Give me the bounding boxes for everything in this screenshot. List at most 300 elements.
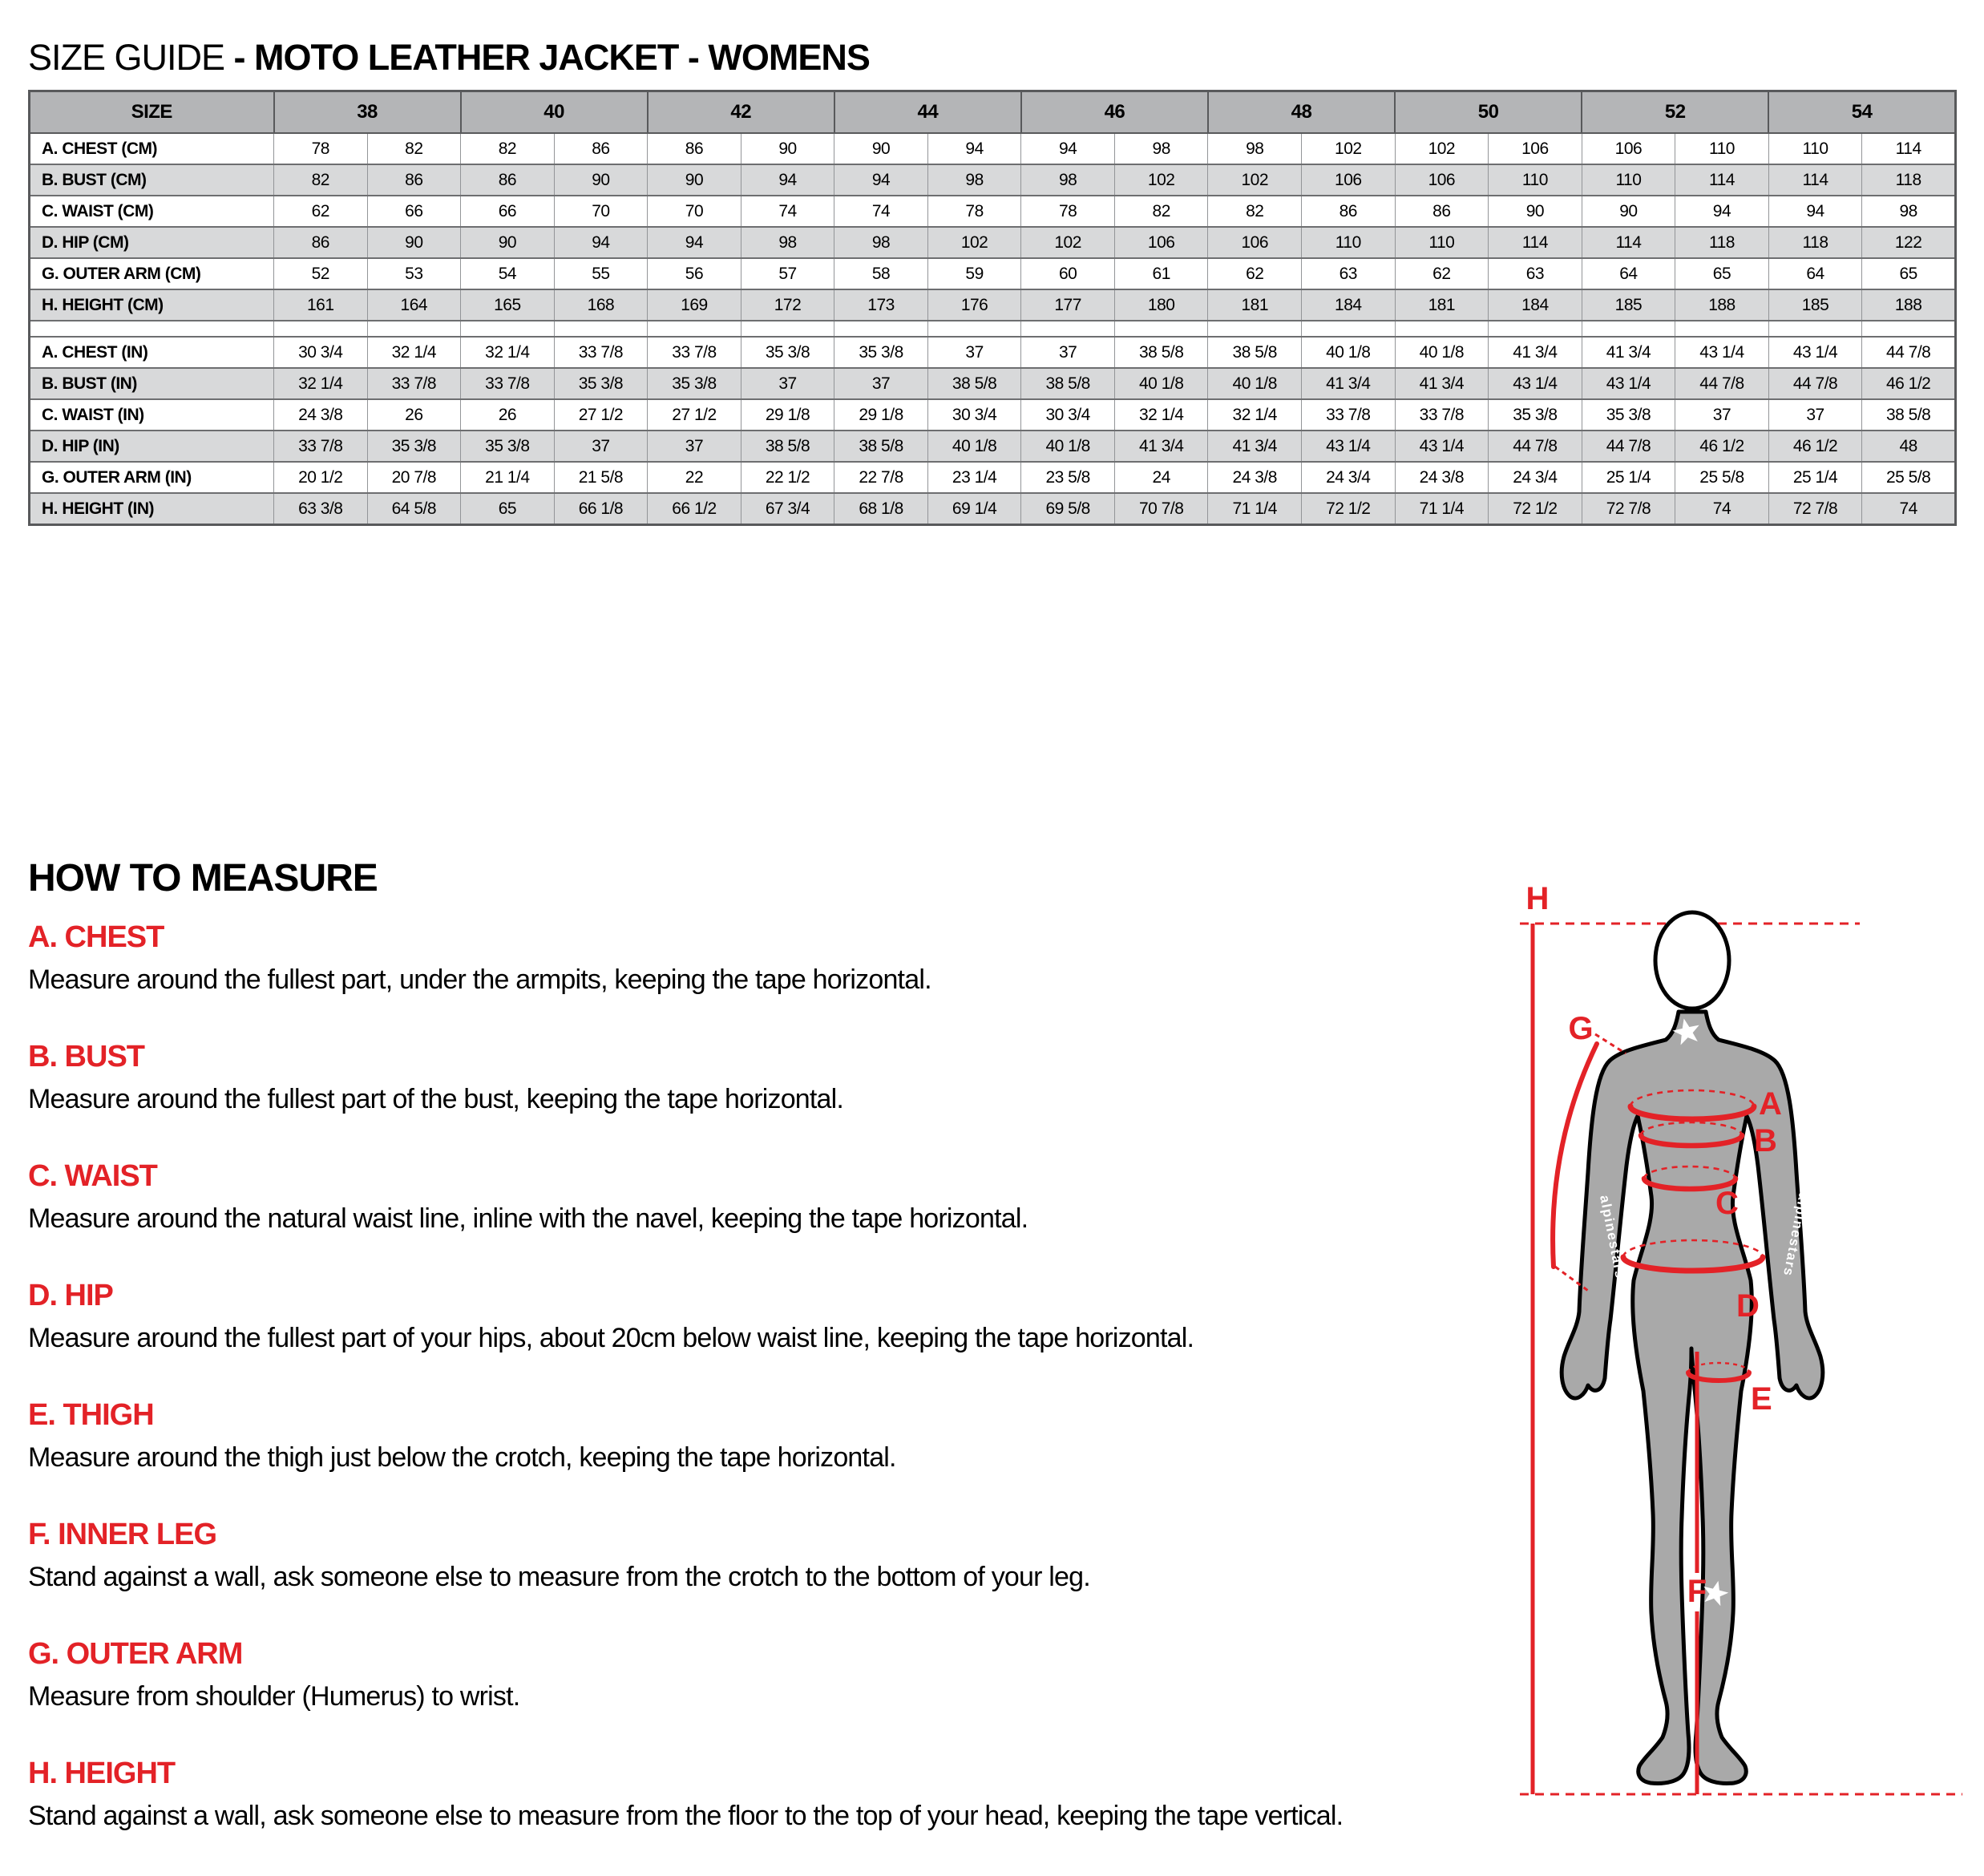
size-table-cell: 110 — [1582, 164, 1675, 196]
alpinestars-arm-text-left: alpinestars — [1597, 1194, 1629, 1281]
size-table-header-size-42: 42 — [648, 91, 834, 134]
size-table-row-label: A. CHEST (IN) — [30, 337, 274, 368]
size-table-row — [30, 368, 1956, 399]
size-table-separator-cell — [741, 321, 834, 337]
size-table-row — [30, 462, 1956, 493]
size-table-cell: 114 — [1768, 164, 1862, 196]
measure-section-c-waist — [28, 1159, 1495, 1236]
size-table-separator-cell — [1395, 321, 1489, 337]
size-table-separator-cell — [1675, 321, 1769, 337]
size-table-separator-cell — [30, 321, 274, 337]
size-table-cell: 38 5/8 — [834, 431, 928, 462]
size-table-row — [30, 493, 1956, 525]
measure-section-heading-f-inner-leg: F. INNER LEG — [28, 1518, 217, 1551]
size-table-cell: 26 — [461, 399, 555, 431]
size-table-cell: 41 3/4 — [1114, 431, 1208, 462]
size-table-cell: 22 1/2 — [741, 462, 834, 493]
size-table-cell: 118 — [1675, 227, 1769, 258]
size-table — [28, 90, 1957, 526]
size-table-separator-cell — [1208, 321, 1302, 337]
size-table-cell: 44 7/8 — [1768, 368, 1862, 399]
size-table-cell: 106 — [1582, 133, 1675, 164]
size-table-cell: 62 — [1395, 258, 1489, 289]
size-table-cell: 68 1/8 — [834, 493, 928, 525]
size-table-row — [30, 227, 1956, 258]
size-table-cell: 70 — [648, 196, 741, 227]
size-table-cell: 23 5/8 — [1021, 462, 1115, 493]
size-table-separator-cell — [1582, 321, 1675, 337]
measure-section-b-bust — [28, 1040, 1495, 1117]
size-table-cell: 46 1/2 — [1675, 431, 1769, 462]
size-table-cell: 32 1/4 — [1208, 399, 1302, 431]
size-table-cell: 20 1/2 — [274, 462, 368, 493]
size-table-cell: 40 1/8 — [1114, 368, 1208, 399]
size-table-cell: 24 3/8 — [1395, 462, 1489, 493]
size-table-row-label: C. WAIST (CM) — [30, 196, 274, 227]
size-table-cell: 56 — [648, 258, 741, 289]
size-table-cell: 32 1/4 — [1114, 399, 1208, 431]
size-table-cell: 32 1/4 — [274, 368, 368, 399]
size-table-cell: 102 — [927, 227, 1021, 258]
size-table-cell: 24 3/8 — [1208, 462, 1302, 493]
size-table-cell: 82 — [461, 133, 555, 164]
size-table-cell: 185 — [1582, 289, 1675, 321]
size-table-cell: 25 5/8 — [1675, 462, 1769, 493]
size-table-header-size-52: 52 — [1582, 91, 1768, 134]
size-table-separator-cell — [461, 321, 555, 337]
size-table-body — [30, 133, 1956, 525]
measure-section-text-b-bust: Measure around the fullest part of the bust, keeping the tape horizontal. — [28, 1084, 844, 1114]
size-table-row-label: B. BUST (CM) — [30, 164, 274, 196]
size-table-cell: 30 3/4 — [274, 337, 368, 368]
size-table-cell: 98 — [1114, 133, 1208, 164]
size-table-cell: 114 — [1675, 164, 1769, 196]
size-table-cell: 94 — [554, 227, 648, 258]
page-title — [28, 37, 870, 79]
size-table-cell: 181 — [1208, 289, 1302, 321]
measure-section-d-hip — [28, 1279, 1495, 1356]
measure-section-text-a-chest: Measure around the fullest part, under the armpits, keeping the tape horizontal. — [28, 964, 931, 995]
alpinestars-arm-text-right: alpinestars — [1780, 1191, 1812, 1279]
size-table-cell: 165 — [461, 289, 555, 321]
size-table-cell: 90 — [1582, 196, 1675, 227]
size-table-cell: 25 1/4 — [1582, 462, 1675, 493]
size-table-separator-row — [30, 321, 1956, 337]
size-table-cell: 26 — [367, 399, 461, 431]
size-table-cell: 72 7/8 — [1768, 493, 1862, 525]
size-table-cell: 43 1/4 — [1489, 368, 1582, 399]
size-table-cell: 52 — [274, 258, 368, 289]
size-table-cell: 74 — [1862, 493, 1956, 525]
size-table-cell: 102 — [1395, 133, 1489, 164]
measure-section-heading-c-waist: C. WAIST — [28, 1159, 157, 1193]
size-table-cell: 66 — [461, 196, 555, 227]
size-table-row-label: B. BUST (IN) — [30, 368, 274, 399]
size-table-row-label: A. CHEST (CM) — [30, 133, 274, 164]
size-table-header-size-44: 44 — [834, 91, 1021, 134]
size-table-cell: 38 5/8 — [927, 368, 1021, 399]
size-table-cell: 37 — [1768, 399, 1862, 431]
size-table-cell: 110 — [1302, 227, 1396, 258]
size-table-cell: 37 — [741, 368, 834, 399]
size-table-cell: 86 — [1302, 196, 1396, 227]
head-outline — [1655, 912, 1729, 1009]
size-table-cell: 86 — [367, 164, 461, 196]
size-table-cell: 53 — [367, 258, 461, 289]
size-table-cell: 54 — [461, 258, 555, 289]
size-table-cell: 40 1/8 — [1302, 337, 1396, 368]
size-table-cell: 35 3/8 — [1582, 399, 1675, 431]
size-table-cell: 74 — [741, 196, 834, 227]
size-table-cell: 67 3/4 — [741, 493, 834, 525]
size-table-cell: 169 — [648, 289, 741, 321]
measure-section-text-d-hip: Measure around the fullest part of your hips, about 20cm below waist line, keeping the tape horizontal. — [28, 1323, 1194, 1353]
size-table-cell: 33 7/8 — [648, 337, 741, 368]
size-table-cell: 30 3/4 — [1021, 399, 1115, 431]
size-table-cell: 102 — [1302, 133, 1396, 164]
size-table-cell: 94 — [834, 164, 928, 196]
size-table-cell: 106 — [1395, 164, 1489, 196]
size-table-cell: 164 — [367, 289, 461, 321]
size-table-cell: 44 7/8 — [1675, 368, 1769, 399]
size-table-cell: 40 1/8 — [1021, 431, 1115, 462]
size-table-cell: 94 — [648, 227, 741, 258]
size-table-cell: 98 — [741, 227, 834, 258]
size-table-cell: 71 1/4 — [1395, 493, 1489, 525]
size-table-cell: 90 — [367, 227, 461, 258]
size-table-cell: 41 3/4 — [1395, 368, 1489, 399]
size-table-cell: 106 — [1302, 164, 1396, 196]
size-table-row-label: H. HEIGHT (CM) — [30, 289, 274, 321]
size-table-cell: 59 — [927, 258, 1021, 289]
size-table-cell: 60 — [1021, 258, 1115, 289]
size-table-cell: 46 1/2 — [1862, 368, 1956, 399]
size-table-cell: 94 — [1021, 133, 1115, 164]
size-table-cell: 33 7/8 — [274, 431, 368, 462]
size-table-cell: 185 — [1768, 289, 1862, 321]
size-table-row — [30, 164, 1956, 196]
size-table-cell: 64 — [1768, 258, 1862, 289]
size-table-header-size-40: 40 — [461, 91, 648, 134]
size-table-cell: 58 — [834, 258, 928, 289]
size-table-cell: 38 5/8 — [1021, 368, 1115, 399]
size-table-cell: 43 1/4 — [1302, 431, 1396, 462]
size-table-cell: 48 — [1862, 431, 1956, 462]
size-table-cell: 172 — [741, 289, 834, 321]
measure-section-heading-g-outer-arm: G. OUTER ARM — [28, 1637, 243, 1671]
size-table-cell: 90 — [648, 164, 741, 196]
size-table-cell: 63 — [1302, 258, 1396, 289]
size-table-cell: 41 3/4 — [1582, 337, 1675, 368]
size-table-separator-cell — [367, 321, 461, 337]
size-table-row — [30, 431, 1956, 462]
size-table-cell: 41 3/4 — [1208, 431, 1302, 462]
size-table-cell: 106 — [1489, 133, 1582, 164]
size-table-cell: 38 5/8 — [1862, 399, 1956, 431]
size-table-row — [30, 337, 1956, 368]
size-table-cell: 110 — [1675, 133, 1769, 164]
size-table-cell: 33 7/8 — [367, 368, 461, 399]
size-table-cell: 29 1/8 — [834, 399, 928, 431]
size-table-cell: 86 — [461, 164, 555, 196]
size-table-cell: 90 — [461, 227, 555, 258]
size-table-cell: 94 — [741, 164, 834, 196]
size-table-cell: 64 5/8 — [367, 493, 461, 525]
size-table-row-label: C. WAIST (IN) — [30, 399, 274, 431]
size-table-cell: 94 — [1675, 196, 1769, 227]
size-table-cell: 74 — [1675, 493, 1769, 525]
size-table-header-size-50: 50 — [1395, 91, 1582, 134]
size-table-cell: 30 3/4 — [927, 399, 1021, 431]
size-table-cell: 41 3/4 — [1489, 337, 1582, 368]
size-table-row-label: G. OUTER ARM (IN) — [30, 462, 274, 493]
size-table-cell: 86 — [648, 133, 741, 164]
size-table-cell: 40 1/8 — [927, 431, 1021, 462]
size-table-cell: 35 3/8 — [461, 431, 555, 462]
size-table-cell: 86 — [274, 227, 368, 258]
size-table-cell: 82 — [274, 164, 368, 196]
size-table-cell: 37 — [927, 337, 1021, 368]
diagram-label-height: H — [1525, 881, 1550, 916]
size-table-cell: 82 — [1114, 196, 1208, 227]
size-table-cell: 23 1/4 — [927, 462, 1021, 493]
measure-section-h-height — [28, 1757, 1495, 1834]
size-table-row-label: H. HEIGHT (IN) — [30, 493, 274, 525]
size-table-cell: 70 — [554, 196, 648, 227]
size-table-cell: 21 5/8 — [554, 462, 648, 493]
size-table-cell: 72 1/2 — [1489, 493, 1582, 525]
size-table-cell: 94 — [1768, 196, 1862, 227]
size-table-cell: 22 7/8 — [834, 462, 928, 493]
measure-section-g-outer-arm — [28, 1637, 1495, 1714]
body-diagram-svg — [1513, 874, 1984, 1812]
size-table-cell: 102 — [1114, 164, 1208, 196]
size-table-cell: 33 7/8 — [1395, 399, 1489, 431]
measure-section-heading-a-chest: A. CHEST — [28, 920, 164, 954]
size-table-cell: 71 1/4 — [1208, 493, 1302, 525]
size-table-cell: 44 7/8 — [1489, 431, 1582, 462]
size-table-cell: 86 — [1395, 196, 1489, 227]
size-table-row-label: D. HIP (CM) — [30, 227, 274, 258]
size-table-cell: 70 7/8 — [1114, 493, 1208, 525]
size-table-separator-cell — [648, 321, 741, 337]
size-table-cell: 69 5/8 — [1021, 493, 1115, 525]
size-table-cell: 176 — [927, 289, 1021, 321]
size-table-cell: 35 3/8 — [554, 368, 648, 399]
size-table-cell: 90 — [834, 133, 928, 164]
size-table-cell: 74 — [834, 196, 928, 227]
measure-section-heading-e-thigh: E. THIGH — [28, 1398, 154, 1432]
size-table-separator-cell — [1302, 321, 1396, 337]
diagram-label-outer-arm: G — [1568, 1011, 1594, 1046]
size-table-row — [30, 399, 1956, 431]
diagram-label-hip: D — [1736, 1288, 1760, 1324]
size-table-cell: 38 5/8 — [1114, 337, 1208, 368]
size-table-cell: 181 — [1395, 289, 1489, 321]
size-table-cell: 118 — [1862, 164, 1956, 196]
size-table-cell: 65 — [1675, 258, 1769, 289]
body-silhouette — [1562, 1012, 1823, 1783]
measure-sections — [28, 920, 1495, 1876]
size-table-cell: 188 — [1862, 289, 1956, 321]
measure-section-heading-d-hip: D. HIP — [28, 1279, 113, 1312]
size-table-cell: 64 — [1582, 258, 1675, 289]
size-table-cell: 37 — [554, 431, 648, 462]
size-table-header-size-46: 46 — [1021, 91, 1208, 134]
page-title-emphasis: - MOTO LEATHER JACKET - WOMENS — [233, 37, 870, 78]
measure-section-text-h-height: Stand against a wall, ask someone else to measure from the floor to the top of your head, keeping the tape vertical. — [28, 1801, 1344, 1831]
size-table-separator-cell — [1489, 321, 1582, 337]
size-table-cell: 32 1/4 — [367, 337, 461, 368]
size-table-cell: 43 1/4 — [1768, 337, 1862, 368]
size-table-cell: 22 — [648, 462, 741, 493]
size-table-cell: 38 5/8 — [741, 431, 834, 462]
size-table-cell: 168 — [554, 289, 648, 321]
body-measurement-diagram — [1513, 874, 1984, 1812]
size-table-cell: 78 — [274, 133, 368, 164]
size-table-cell: 44 7/8 — [1862, 337, 1956, 368]
size-table-cell: 114 — [1489, 227, 1582, 258]
size-table-cell: 41 3/4 — [1302, 368, 1396, 399]
size-table-cell: 37 — [1021, 337, 1115, 368]
measure-section-heading-h-height: H. HEIGHT — [28, 1757, 176, 1790]
size-table-cell: 20 7/8 — [367, 462, 461, 493]
size-table-cell: 110 — [1395, 227, 1489, 258]
size-table-separator-cell — [1768, 321, 1862, 337]
size-table-cell: 94 — [927, 133, 1021, 164]
size-table-separator-cell — [274, 321, 368, 337]
size-table-cell: 86 — [554, 133, 648, 164]
size-table-cell: 27 1/2 — [648, 399, 741, 431]
size-table-cell: 62 — [274, 196, 368, 227]
size-table-cell: 37 — [648, 431, 741, 462]
size-table-cell: 24 — [1114, 462, 1208, 493]
size-table-cell: 63 — [1489, 258, 1582, 289]
size-table-cell: 110 — [1489, 164, 1582, 196]
size-table-cell: 106 — [1208, 227, 1302, 258]
measure-section-text-e-thigh: Measure around the thigh just below the crotch, keeping the tape horizontal. — [28, 1442, 896, 1473]
size-table-cell: 98 — [1021, 164, 1115, 196]
how-to-measure-heading: HOW TO MEASURE — [28, 857, 378, 900]
size-table-separator-cell — [554, 321, 648, 337]
size-table-cell: 98 — [834, 227, 928, 258]
size-table-row — [30, 196, 1956, 227]
size-table-cell: 25 5/8 — [1862, 462, 1956, 493]
size-table-cell: 106 — [1114, 227, 1208, 258]
size-table-cell: 55 — [554, 258, 648, 289]
size-table-cell: 98 — [1208, 133, 1302, 164]
size-table-cell: 78 — [927, 196, 1021, 227]
size-table-cell: 65 — [461, 493, 555, 525]
size-table-cell: 177 — [1021, 289, 1115, 321]
measure-section-text-c-waist: Measure around the natural waist line, inline with the navel, keeping the tape horizontal. — [28, 1203, 1028, 1234]
size-table-cell: 40 1/8 — [1395, 337, 1489, 368]
size-table-cell: 82 — [1208, 196, 1302, 227]
size-table-cell: 35 3/8 — [834, 337, 928, 368]
measure-section-heading-b-bust: B. BUST — [28, 1040, 144, 1073]
size-table-cell: 98 — [1862, 196, 1956, 227]
size-table-cell: 98 — [927, 164, 1021, 196]
size-table-header-size-54: 54 — [1768, 91, 1955, 134]
size-table-cell: 38 5/8 — [1208, 337, 1302, 368]
size-table-cell: 35 3/8 — [1489, 399, 1582, 431]
size-table-cell: 62 — [1208, 258, 1302, 289]
measure-section-e-thigh — [28, 1398, 1495, 1475]
size-table-cell: 33 7/8 — [554, 337, 648, 368]
size-table-cell: 35 3/8 — [648, 368, 741, 399]
size-table-cell: 33 7/8 — [461, 368, 555, 399]
size-table-separator-cell — [1862, 321, 1956, 337]
size-table-cell: 24 3/4 — [1302, 462, 1396, 493]
size-table-cell: 37 — [834, 368, 928, 399]
measure-section-a-chest — [28, 920, 1495, 997]
size-table-cell: 66 1/2 — [648, 493, 741, 525]
size-table-row — [30, 289, 1956, 321]
outer-arm-dash-top — [1595, 1034, 1626, 1053]
size-table-cell: 72 7/8 — [1582, 493, 1675, 525]
size-table-cell: 63 3/8 — [274, 493, 368, 525]
size-table-separator-cell — [1114, 321, 1208, 337]
diagram-label-inner-leg: F — [1687, 1574, 1707, 1609]
size-table-header-size-48: 48 — [1208, 91, 1395, 134]
size-table-cell: 184 — [1302, 289, 1396, 321]
size-table-cell: 122 — [1862, 227, 1956, 258]
size-table-cell: 90 — [741, 133, 834, 164]
size-table-cell: 24 3/4 — [1489, 462, 1582, 493]
size-table-cell: 24 3/8 — [274, 399, 368, 431]
size-table-cell: 33 7/8 — [1302, 399, 1396, 431]
size-table-cell: 184 — [1489, 289, 1582, 321]
size-table-cell: 46 1/2 — [1768, 431, 1862, 462]
measure-section-text-f-inner-leg: Stand against a wall, ask someone else to measure from the crotch to the bottom of your leg. — [28, 1562, 1090, 1592]
size-table-row-label: D. HIP (IN) — [30, 431, 274, 462]
size-table-cell: 78 — [1021, 196, 1115, 227]
size-table-cell: 173 — [834, 289, 928, 321]
size-table-cell: 43 1/4 — [1582, 368, 1675, 399]
size-table-row — [30, 133, 1956, 164]
size-table-cell: 118 — [1768, 227, 1862, 258]
size-table-cell: 69 1/4 — [927, 493, 1021, 525]
size-table-cell: 102 — [1208, 164, 1302, 196]
size-table-cell: 102 — [1021, 227, 1115, 258]
size-table-cell: 43 1/4 — [1395, 431, 1489, 462]
size-table-cell: 72 1/2 — [1302, 493, 1396, 525]
size-table-cell: 65 — [1862, 258, 1956, 289]
measure-section-text-g-outer-arm: Measure from shoulder (Humerus) to wrist. — [28, 1681, 520, 1712]
size-table-cell: 35 3/8 — [367, 431, 461, 462]
size-table-cell: 110 — [1768, 133, 1862, 164]
size-table-cell: 161 — [274, 289, 368, 321]
size-table-header-size: SIZE — [30, 91, 274, 134]
size-table-cell: 82 — [367, 133, 461, 164]
size-table-cell: 114 — [1582, 227, 1675, 258]
size-table-cell: 43 1/4 — [1675, 337, 1769, 368]
size-table-cell: 35 3/8 — [741, 337, 834, 368]
size-table-header — [30, 91, 1956, 134]
size-table-cell: 57 — [741, 258, 834, 289]
size-table-separator-cell — [1021, 321, 1115, 337]
size-table-cell: 66 — [367, 196, 461, 227]
size-table-cell: 27 1/2 — [554, 399, 648, 431]
diagram-label-waist: C — [1715, 1186, 1739, 1221]
size-table-cell: 44 7/8 — [1582, 431, 1675, 462]
size-table-cell: 188 — [1675, 289, 1769, 321]
size-table-cell: 114 — [1862, 133, 1956, 164]
size-table-cell: 21 1/4 — [461, 462, 555, 493]
size-table-cell: 29 1/8 — [741, 399, 834, 431]
size-table-row-label: G. OUTER ARM (CM) — [30, 258, 274, 289]
size-table-header-size-38: 38 — [274, 91, 461, 134]
